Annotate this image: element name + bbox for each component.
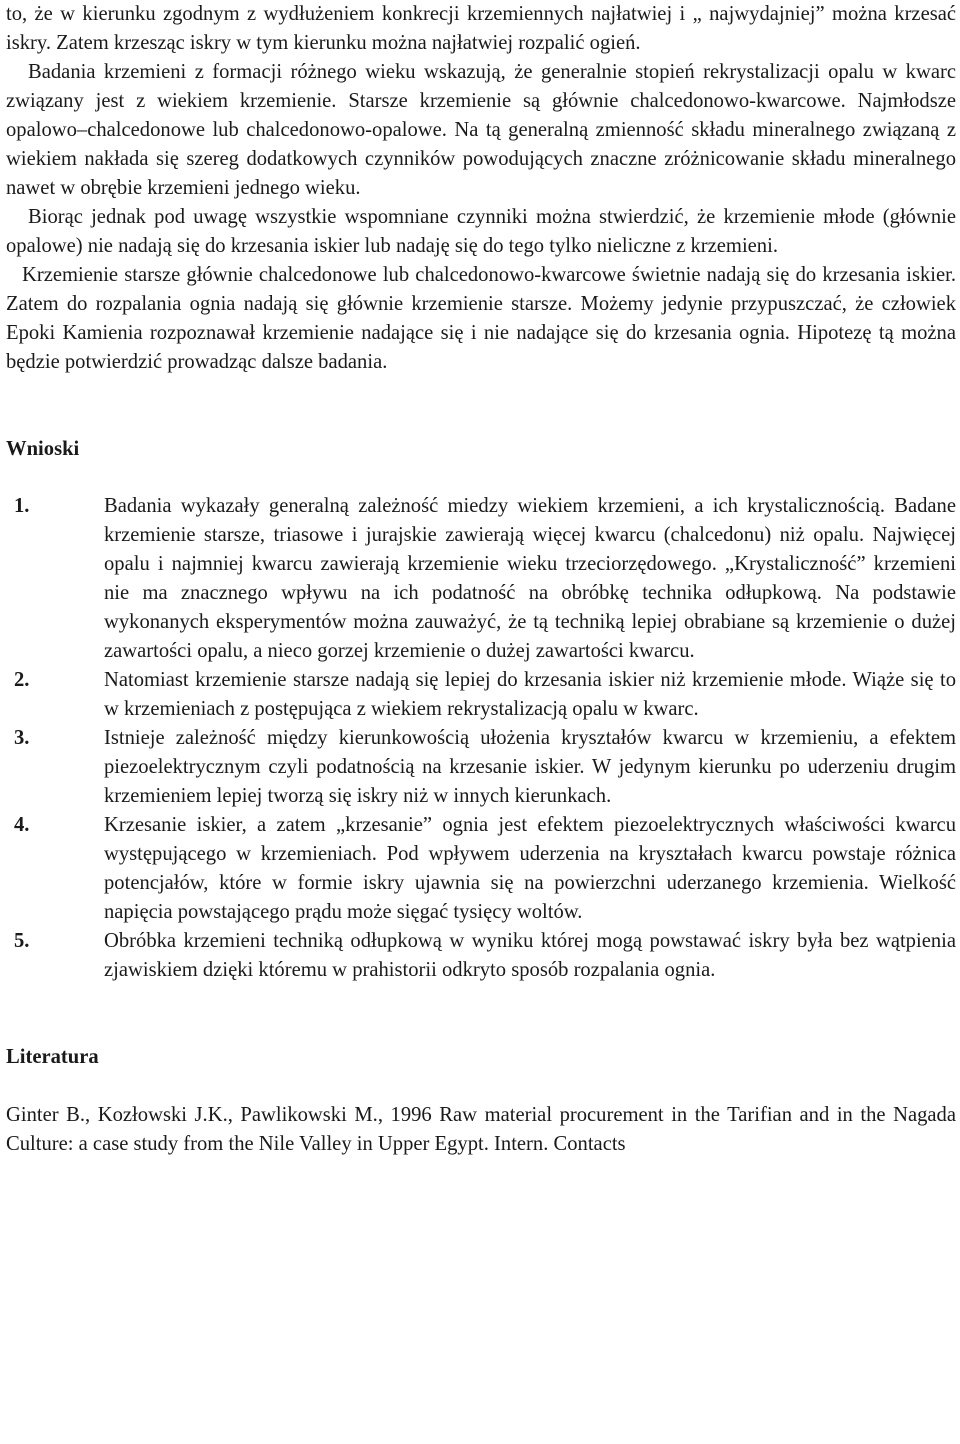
paragraph-factors: Biorąc jednak pod uwagę wszystkie wspomniane czynniki można stwierdzić, że krzemienie młode (głównie opalowe) nie nadają się do krzesania iskier lub nadaję się do tego tylko nieliczne z krzemieni. xyxy=(6,206,956,257)
document-page xyxy=(6,0,956,1159)
reference-entry: Ginter B., Kozłowski J.K., Pawlikowski M., 1996 Raw material procurement in the Tarifian and in the Nagada Culture: a case study from the Nile Valley in Upper Egypt. Intern. Contacts xyxy=(6,1104,956,1155)
conclusion-number: 4. xyxy=(14,814,30,836)
literature-heading: Literatura xyxy=(6,1046,99,1068)
conclusions-list xyxy=(6,492,956,985)
conclusion-item xyxy=(6,666,956,724)
conclusion-text: Natomiast krzemienie starsze nadają się lepiej do krzesania iskier niż krzemienie młode. Wiąże się to w krzemieniach z postępująca z wiekiem rekrystalizacją opalu w kwarc. xyxy=(104,669,956,720)
conclusion-item xyxy=(6,724,956,811)
conclusion-number: 5. xyxy=(14,930,30,952)
paragraph-continuation: to, że w kierunku zgodnym z wydłużeniem konkrecji krzemiennych najłatwiej i „ najwydajniej” można krzesać iskry. Zatem krzesząc iskry w tym kierunku można najłatwiej rozpalić ogień. xyxy=(6,3,956,54)
conclusion-number: 2. xyxy=(14,669,30,691)
conclusion-item xyxy=(6,927,956,985)
conclusion-text: Krzesanie iskier, a zatem „krzesanie” ognia jest efektem piezoelektrycznych właściwości kwarcu występującego w krzemieniach. Pod wpływem uderzenia na kryształach kwarcu powstaje różnica potencjałów, które w formie iskry ujawnia się na powierzchni uderzanego krzemienia. Wielkość napięcia powstającego prądu może sięgać tysięcy woltów. xyxy=(104,814,956,923)
conclusion-item xyxy=(6,492,956,666)
conclusion-text: Istnieje zależność między kierunkowością ułożenia kryształów kwarcu w krzemieniu, a efektem piezoelektrycznym czyli podatnością na krzesanie iskier. W jedynym kierunku po uderzeniu drugim krzemieniem lepiej tworzą się iskry niż w innych kierunkach. xyxy=(104,727,956,807)
conclusions-heading: Wnioski xyxy=(6,438,80,460)
conclusion-number: 1. xyxy=(14,495,30,517)
conclusion-text: Obróbka krzemieni techniką odłupkową w wyniku której mogą powstawać iskry była bez wątpienia zjawiskiem dzięki któremu w prahistorii odkryto sposób rozpalania ognia. xyxy=(104,930,956,981)
paragraph-flint-age: Badania krzemieni z formacji różnego wieku wskazują, że generalnie stopień rekrystalizacji opalu w kwarc związany jest z wiekiem krzemienie. Starsze krzemienie są głównie chalcedonowo-kwarcowe. Najmłodsze opalowo–chalcedonowe lub chalcedonowo-opalowe. Na tą generalną zmienność składu mineralnego związaną z wiekiem nakłada się szereg dodatkowych czynników powodujących znaczne zróżnicowanie składu mineralnego nawet w obrębie krzemieni jednego wieku. xyxy=(6,61,956,199)
conclusion-text: Badania wykazały generalną zależność miedzy wiekiem krzemieni, a ich krystalicznością. Badane krzemienie starsze, triasowe i jurajskie zawierają więcej kwarcu (chalcedonu) niż opalu. Najwięcej opalu i najmniej kwarcu zawierają krzemienie wieku trzeciorzędowego. „Krystaliczność” krzemieni nie ma znacznego wpływu na ich podatność na obróbkę technika odłupkową. Na podstawie wykonanych eksperymentów można zauważyć, że tą techniką lepiej obrabiane są krzemienie o dużej zawartości opalu, a nieco gorzej krzemienie o dużej zawartości kwarcu. xyxy=(104,495,956,662)
conclusion-item xyxy=(6,811,956,927)
conclusion-number: 3. xyxy=(14,727,30,749)
paragraph-older-flints: Krzemienie starsze głównie chalcedonowe lub chalcedonowo-kwarcowe świetnie nadają się do krzesania iskier. Zatem do rozpalania ognia nadają się głównie krzemienie starsze. Możemy jedynie przypuszczać, że człowiek Epoki Kamienia rozpoznawał krzemienie nadające się i nie nadające się do krzesania ognia. Hipotezę tą można będzie potwierdzić prowadząc dalsze badania. xyxy=(6,264,956,373)
